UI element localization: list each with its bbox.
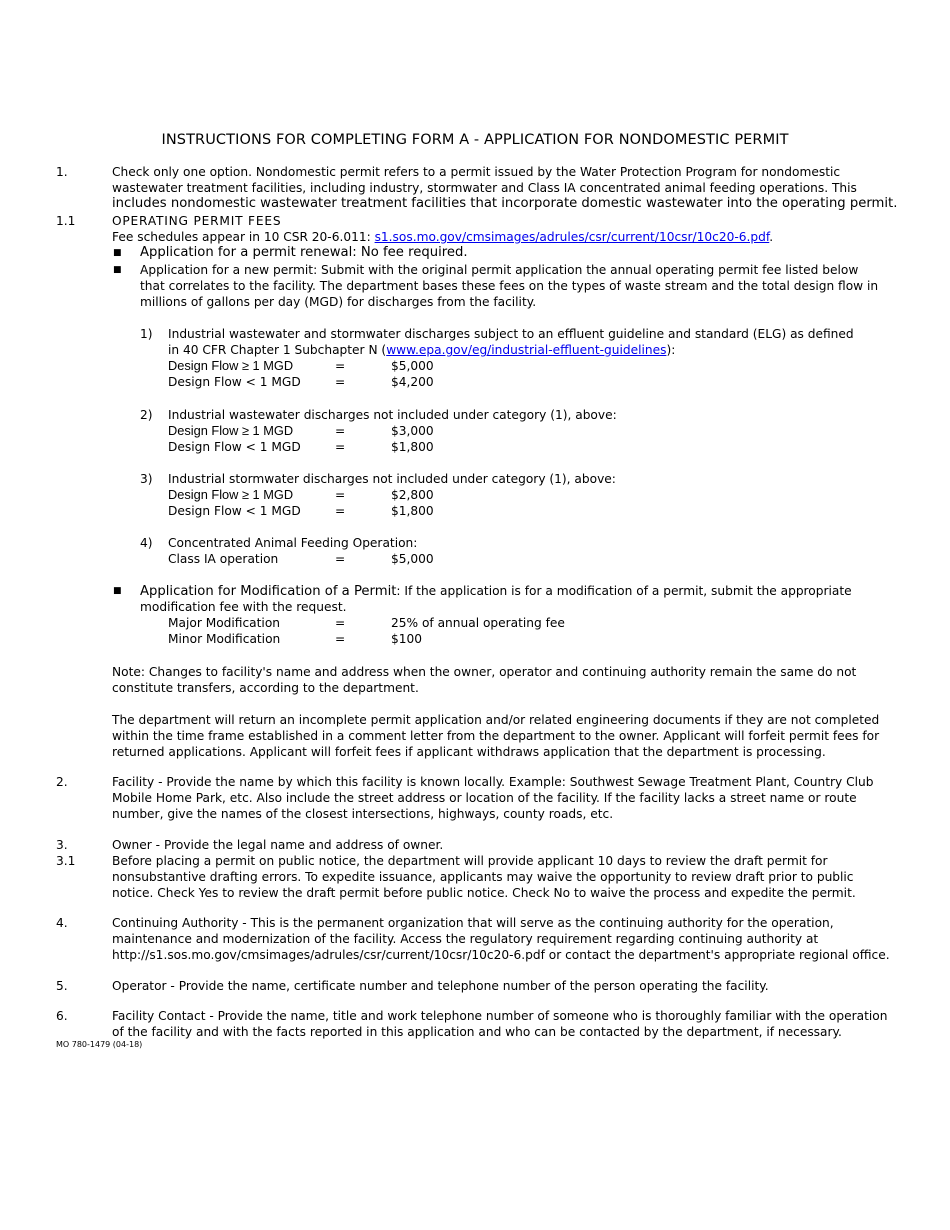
fee-row-value: $5,000 [391, 359, 434, 373]
category-text-prefix: in 40 CFR Chapter 1 Subchapter N ( [168, 343, 387, 357]
section-text: Mobile Home Park, etc. Also include the street address or location of the facility. If the facility lacks a street name or route [112, 791, 857, 805]
fee-row-label: Design Flow ≥ 1 MGD [168, 423, 294, 438]
section-text: includes nondomestic wastewater treatment facilities that incorporate domestic wastewater into the operating permit. [112, 196, 898, 211]
note-text: constitute transfers, according to the department. [112, 681, 419, 695]
section-text: http://s1.sos.mo.gov/cmsimages/adrules/csr/current/10csr/10c20-6.pdf or contact the department's appropriate regional office. [112, 948, 890, 962]
bullet-icon: ■ [113, 586, 122, 596]
fee-row-value: $5,000 [391, 552, 434, 566]
fee-row-value: $4,200 [391, 375, 434, 389]
fee-row-value: $1,800 [391, 504, 434, 518]
category-text: Industrial wastewater and stormwater discharges subject to an effluent guideline and standard (ELG) as defined [168, 327, 854, 341]
fee-row-label: Minor Modification [168, 632, 281, 646]
category-text: Industrial wastewater discharges not included under category (1), above: [168, 408, 617, 422]
bullet-icon: ■ [113, 265, 122, 275]
fee-row-equals: = [335, 440, 346, 454]
fee-schedule-suffix: . [769, 230, 774, 244]
fee-row-equals: = [335, 424, 346, 438]
category-number: 3) [140, 472, 153, 486]
page-title: INSTRUCTIONS FOR COMPLETING FORM A - APPLICATION FOR NONDOMESTIC PERMIT [161, 132, 789, 148]
section-number: 1. [56, 165, 68, 179]
fee-row-label: Class IA operation [168, 552, 279, 566]
section-number: 3. [56, 838, 68, 852]
fee-schedule-link[interactable]: s1.sos.mo.gov/cmsimages/adrules/csr/current/10csr/10c20-6.pdf [374, 230, 770, 244]
new-permit-text: millions of gallons per day (MGD) for discharges from the facility. [140, 295, 537, 309]
modification-rest: : If the application is for a modification of a permit, submit the appropriate [396, 584, 852, 598]
fee-row-label: Design Flow < 1 MGD [168, 375, 301, 389]
section-text: maintenance and modernization of the facility. Access the regulatory requirement regarding continuing authority at [112, 932, 819, 946]
section-text: Before placing a permit on public notice, the department will provide applicant 10 days to review the draft permit for [112, 854, 828, 868]
bullet-icon: ■ [113, 248, 122, 258]
section-number: 6. [56, 1009, 68, 1023]
section-text: of the facility and with the facts reported in this application and who can be contacted by the department, if necessary. [112, 1025, 842, 1039]
section-text: Owner - Provide the legal name and address of owner. [112, 838, 444, 852]
fee-schedule-line [112, 229, 773, 245]
section-text: number, give the names of the closest intersections, highways, county roads, etc. [112, 807, 614, 821]
return-policy-text: returned applications. Applicant will forfeit fees if applicant withdraws application that the department is processing. [112, 745, 826, 759]
fee-row-equals: = [335, 632, 346, 646]
return-policy-text: The department will return an incomplete permit application and/or related engineering documents if they are not completed [112, 713, 880, 727]
fee-row-equals: = [335, 616, 346, 630]
fee-row-value: 25% of annual operating fee [391, 616, 565, 630]
fees-heading: OPERATING PERMIT FEES [112, 214, 282, 228]
section-number: 1.1 [56, 214, 76, 228]
category-text: Concentrated Animal Feeding Operation: [168, 536, 418, 550]
section-text: Facility Contact - Provide the name, title and work telephone number of someone who is thoroughly familiar with the operation [112, 1009, 888, 1023]
section-number: 2. [56, 775, 68, 789]
form-number: MO 780-1479 (04-18) [56, 1040, 143, 1049]
category-text: Industrial stormwater discharges not included under category (1), above: [168, 472, 616, 486]
fee-row-equals: = [335, 488, 346, 502]
section-text: nonsubstantive drafting errors. To expedite issuance, applicants may waive the opportunity to review draft prior to public [112, 870, 854, 884]
return-policy-text: within the time frame established in a comment letter from the department to the owner. Applicant will forfeit permit fees for [112, 729, 880, 743]
section-text: wastewater treatment facilities, including industry, stormwater and Class IA concentrated animal feeding operations. This [112, 181, 857, 195]
fee-row-value: $100 [391, 632, 423, 646]
modification-heading: Application for Modification of a Permit [140, 584, 397, 599]
new-permit-text: Application for a new permit: Submit with the original permit application the annual operating permit fee listed below [140, 263, 859, 277]
section-text: Check only one option. Nondomestic permit refers to a permit issued by the Water Protection Program for nondomestic [112, 165, 841, 179]
fee-row-label: Major Modification [168, 616, 280, 630]
fee-row-value: $1,800 [391, 440, 434, 454]
fee-schedule-text: Fee schedules appear in 10 CSR 20-6.011: [112, 230, 375, 244]
fee-row-value: $3,000 [391, 424, 434, 438]
section-text: Continuing Authority - This is the permanent organization that will serve as the continuing authority for the operation, [112, 916, 834, 930]
section-text: Operator - Provide the name, certificate number and telephone number of the person operating the facility. [112, 979, 769, 993]
category-text [168, 342, 675, 358]
fee-row-equals: = [335, 552, 346, 566]
fee-row-label: Design Flow < 1 MGD [168, 440, 301, 454]
section-number: 4. [56, 916, 68, 930]
fee-row-label: Design Flow < 1 MGD [168, 504, 301, 518]
section-number: 3.1 [56, 854, 76, 868]
note-text: Note: Changes to facility's name and address when the owner, operator and continuing authority remain the same do not [112, 665, 857, 679]
fee-row-label: Design Flow ≥ 1 MGD [168, 487, 294, 502]
category-text-suffix: ): [666, 343, 676, 357]
fee-row-equals: = [335, 375, 346, 389]
modification-text [140, 583, 852, 600]
category-number: 1) [140, 327, 153, 341]
section-number: 5. [56, 979, 68, 993]
fee-row-label: Design Flow ≥ 1 MGD [168, 358, 294, 373]
modification-text: modification fee with the request. [140, 600, 347, 614]
new-permit-text: that correlates to the facility. The department bases these fees on the types of waste stream and the total design flow in [140, 279, 879, 293]
elg-link[interactable]: www.epa.gov/eg/industrial-effluent-guidelines [386, 343, 667, 357]
fee-row-value: $2,800 [391, 488, 434, 502]
category-number: 2) [140, 408, 153, 422]
fee-row-equals: = [335, 359, 346, 373]
section-text: Facility - Provide the name by which this facility is known locally. Example: Southwest Sewage Treatment Plant, Country Club [112, 775, 874, 789]
category-number: 4) [140, 536, 153, 550]
fee-row-equals: = [335, 504, 346, 518]
section-text: notice. Check Yes to review the draft permit before public notice. Check No to waive the process and expedite the permit. [112, 886, 856, 900]
renewal-fee-text: Application for a permit renewal: No fee required. [140, 245, 468, 260]
